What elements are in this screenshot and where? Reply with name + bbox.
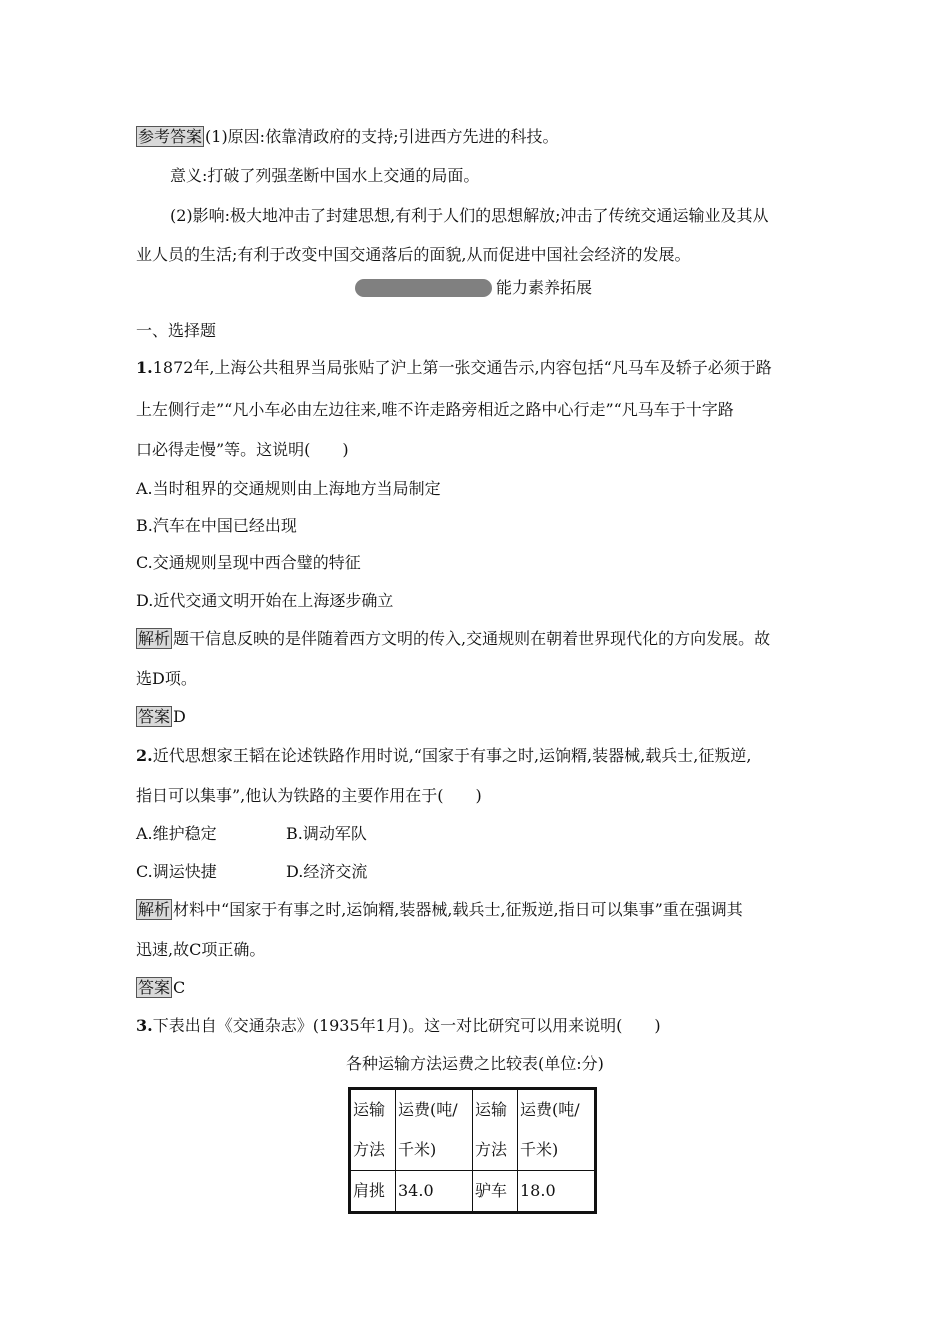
q1-stem-line-3: 口必得走慢”等。这说明( ) — [136, 440, 349, 459]
q1-analysis-line-1 — [136, 628, 770, 650]
q2-options-row-1 — [136, 823, 367, 845]
table-header-cell: 运费(吨/ 千米) — [396, 1089, 473, 1171]
ref-answer-line-1 — [136, 126, 558, 148]
q2-stem-a: 近代思想家王韬在论述铁路作用时说,“国家于有事之时,运饷糈,装器械,载兵士,征叛逆, — [152, 746, 752, 765]
q1-analysis-a: 题干信息反映的是伴随着西方文明的传入,交通规则在朝着世界现代化的方向发展。故 — [173, 629, 771, 648]
table-row — [350, 1171, 596, 1213]
q2-stem-line-2: 指日可以集事”,他认为铁路的主要作用在于( ) — [136, 786, 482, 805]
q1-answer-line — [136, 706, 186, 728]
q1-answer: D — [173, 707, 186, 726]
q2-answer-line — [136, 977, 185, 999]
q1-analysis-line-2: 选D项。 — [136, 669, 197, 688]
q2-stem-line-1 — [136, 745, 751, 767]
q2-answer: C — [173, 978, 186, 997]
ref-answer-text-1: (1)原因:依靠清政府的支持;引进西方先进的科技。 — [205, 127, 559, 146]
q3-stem-line — [136, 1015, 661, 1037]
q2-option-c: C.调运快捷 — [136, 862, 217, 881]
q1-option-a: A.当时租界的交通规则由上海地方当局制定 — [136, 479, 441, 498]
q2-options-row-2 — [136, 861, 367, 883]
q2-analysis-a: 材料中“国家于有事之时,运饷糈,装器械,载兵士,征叛逆,指日可以集事”重在强调其 — [173, 900, 743, 919]
q1-analysis-tag: 解析 — [138, 629, 171, 648]
freight-cost-table — [348, 1087, 597, 1214]
q2-analysis-line-1 — [136, 899, 743, 921]
q1-option-d: D.近代交通文明开始在上海逐步确立 — [136, 591, 394, 610]
ref-answer-tag: 参考答案 — [138, 127, 203, 146]
part-heading: 一、选择题 — [136, 321, 217, 340]
q1-answer-tag: 答案 — [138, 707, 171, 726]
table-caption: 各种运输方法运费之比较表(单位:分) — [346, 1054, 604, 1073]
q3-stem: 下表出自《交通杂志》(1935年1月)。这一对比研究可以用来说明( ) — [152, 1016, 661, 1035]
q2-number: 2. — [136, 746, 153, 765]
q2-option-d: D.经济交流 — [286, 862, 368, 881]
table-header-cell: 运费(吨/ 千米) — [518, 1089, 596, 1171]
q3-number: 3. — [136, 1016, 153, 1035]
q2-option-b: B.调动军队 — [286, 824, 367, 843]
table-cell: 肩挑 — [350, 1171, 396, 1213]
q1-stem-line-1 — [136, 357, 772, 379]
q1-stem-a: 1872年,上海公共租界当局张贴了沪上第一张交通告示,内容包括“凡马车及轿子必须于路 — [152, 358, 772, 377]
ref-answer-line-3: (2)影响:极大地冲击了封建思想,有利于人们的思想解放;冲击了传统交通运输业及其从 — [170, 206, 769, 225]
ref-answer-line-2: 意义:打破了列强垄断中国水上交通的局面。 — [170, 166, 480, 185]
q1-stem-line-2: 上左侧行走”“凡小车必由左边往来,唯不许走路旁相近之路中心行走”“凡马车于十字路 — [136, 400, 734, 419]
ref-answer-line-4: 业人员的生活;有利于改变中国交通落后的面貌,从而促进中国社会经济的发展。 — [136, 245, 691, 264]
q2-analysis-line-2: 迅速,故C项正确。 — [136, 940, 266, 959]
q1-option-b: B.汽车在中国已经出现 — [136, 516, 297, 535]
table-header-cell: 运输 方法 — [473, 1089, 518, 1171]
q1-number: 1. — [136, 358, 153, 377]
q2-analysis-tag: 解析 — [138, 900, 171, 919]
q1-option-c: C.交通规则呈现中西合璧的特征 — [136, 553, 361, 572]
table-cell: 驴车 — [473, 1171, 518, 1213]
table-cell: 34.0 — [396, 1171, 473, 1213]
q2-option-a: A.维护稳定 — [136, 824, 217, 843]
table-cell: 18.0 — [518, 1171, 596, 1213]
q2-answer-tag: 答案 — [138, 978, 171, 997]
table-header-cell: 运输 方法 — [350, 1089, 396, 1171]
section-title: 能力素养拓展 — [496, 278, 593, 297]
table-header-row — [350, 1089, 596, 1171]
section-banner-bar — [355, 279, 492, 297]
